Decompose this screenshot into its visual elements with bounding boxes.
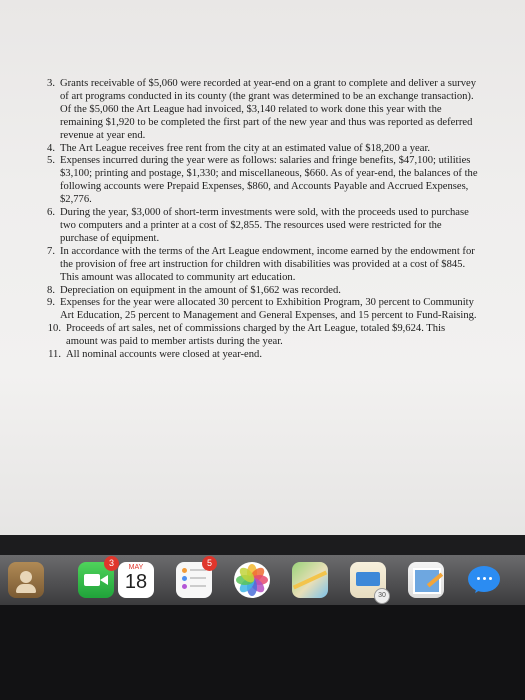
facetime-badge: 3 [104, 556, 119, 571]
preview-icon[interactable] [408, 562, 444, 598]
reminders-badge: 5 [202, 556, 217, 571]
list-item: 11. All nominal accounts were closed at year-end. [48, 349, 262, 361]
photos-icon[interactable] [234, 562, 270, 598]
list-item: 3. Grants receivable of $5,060 were recorded at year-end on a grant to complete and deliver a survey of art programs conducted in its county (the grant was determined to be an exchange transaction). Of the $5,060 the Art League had invoiced, $3,140 related to work done this year with the remaining $1,920 to be completed the first part of the new year and thus was reported as deferred revenue at year end. [47, 78, 476, 141]
books-badge: 30 [374, 588, 390, 604]
list-item: 10. Proceeds of art sales, net of commissions charged by the Art League, totaled $9,624. This amount was paid to member artists during the year. [47, 323, 446, 348]
list-item: 7. In accordance with the terms of the Art League endowment, income earned by the endowment for the provision of free art instruction for children with disabilities was provided at a cost of $845. This amount was allocated to community art education. [47, 245, 475, 283]
contacts-icon[interactable] [8, 562, 44, 598]
calendar-month: MAY [128, 564, 144, 571]
calendar-day: 18 [124, 571, 148, 593]
maps-icon[interactable] [292, 562, 328, 598]
dock [0, 558, 525, 602]
desk-surface [0, 605, 525, 700]
problem-list [38, 78, 478, 362]
facetime-icon[interactable] [78, 558, 114, 598]
books-icon[interactable] [350, 562, 386, 598]
photos-flower-icon [234, 562, 270, 598]
list-item: 9. Expenses for the year were allocated 30 percent to Exhibition Program, 30 percent to Community Art Education, 25 percent to Management and General Expenses, and 15 percent to Fund-Raising. [47, 297, 477, 322]
list-item: 4. The Art League receives free rent from the city at an estimated value of $18,200 a year. [47, 142, 431, 154]
messages-icon[interactable] [466, 562, 502, 598]
calendar-icon[interactable] [118, 562, 154, 598]
list-item: 5. Expenses incurred during the year were as follows: salaries and fringe benefits, $47,100; utilities $3,100; printing and postage, $1,330; and miscellaneous, $660. As of year-end, the balances of the following accounts were Prepaid Expenses, $860, and Accounts Payable and Accrued Expenses, $2,776. [47, 155, 478, 206]
list-item: 8. Depreciation on equipment in the amount of $1,662 was recorded. [47, 284, 341, 296]
list-item: 6. During the year, $3,000 of short-term investments were sold, with the proceeds used to purchase two computers and a printer at a cost of $2,855. The resources used were restricted for the purchase of equipment. [47, 207, 469, 244]
reminders-icon[interactable] [176, 558, 212, 598]
